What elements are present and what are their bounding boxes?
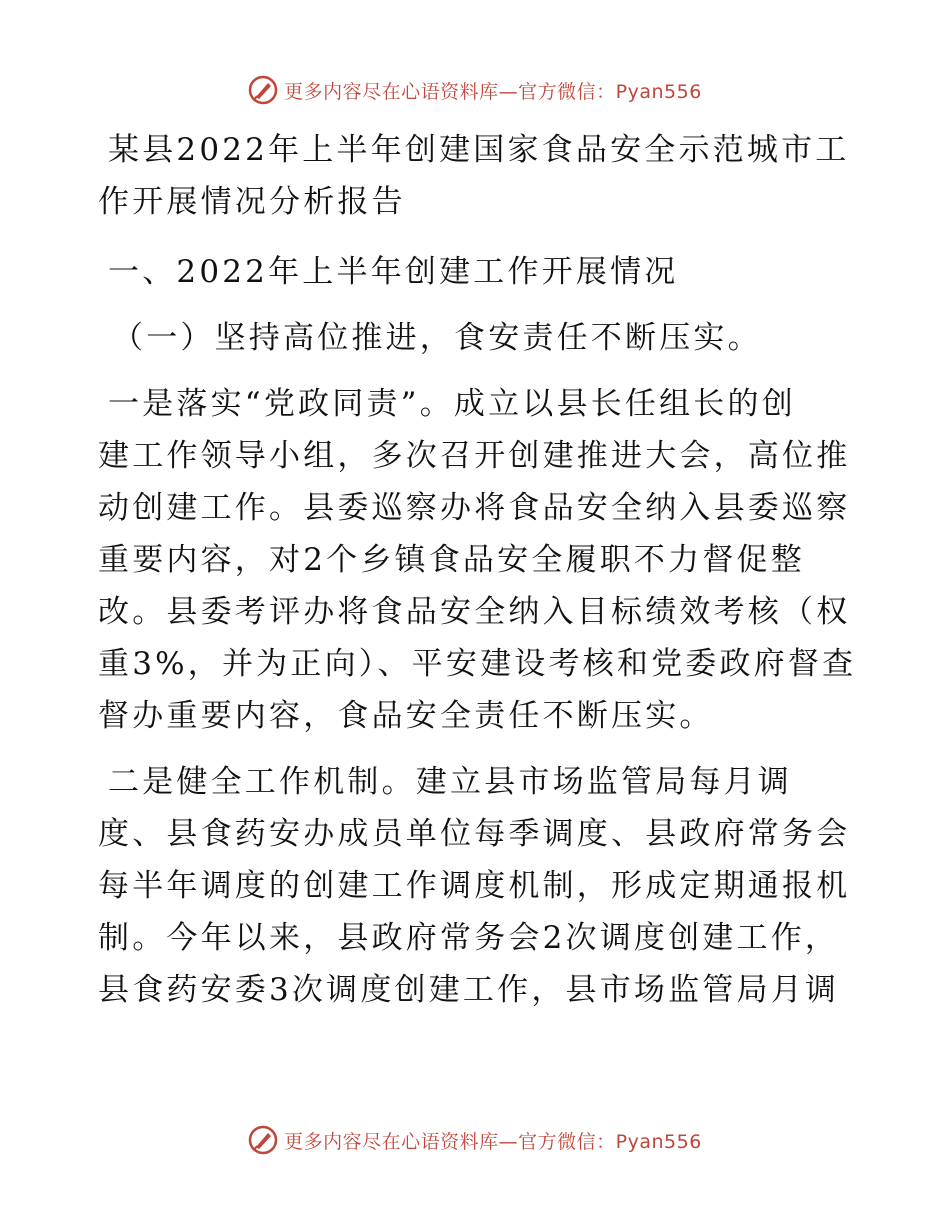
document-title-line-1: 某县2022年上半年创建国家食品安全示范城市工 xyxy=(108,132,850,168)
paragraph-line: 重3%，并为正向）、平安建设考核和党委政府督查 xyxy=(98,646,857,682)
document-body xyxy=(98,124,858,1016)
header-watermark xyxy=(0,70,950,110)
paragraph-1 xyxy=(98,378,858,742)
paragraph-line: 督办重要内容，食品安全责任不断压实。 xyxy=(98,698,714,734)
paragraph-line: 度、县食药安办成员单位每季调度、县政府常务会 xyxy=(98,816,851,852)
paragraph-line: 改。县委考评办将食品安全纳入目标绩效考核（权 xyxy=(98,594,851,630)
paragraph-line: 二是健全工作机制。建立县市场监管局每月调 xyxy=(108,764,792,800)
footer-watermark xyxy=(0,1120,950,1160)
document-title-line-2: 作开展情况分析报告 xyxy=(98,184,406,220)
paragraph-line: 动创建工作。县委巡察办将食品安全纳入县委巡察 xyxy=(98,490,851,526)
quill-logo-icon xyxy=(248,75,278,105)
section-heading: 一、2022年上半年创建工作开展情况 xyxy=(108,254,679,290)
paragraph-line: 每半年调度的创建工作调度机制，形成定期通报机 xyxy=(98,868,851,904)
watermark-text: 更多内容尽在心语资料库—官方微信：Pyan556 xyxy=(284,1130,702,1153)
paragraph-line: 县食药安委3次调度创建工作，县市场监管局月调 xyxy=(98,972,840,1008)
subsection-heading: （一）坚持高位推进，食安责任不断压实。 xyxy=(112,320,762,356)
paragraph-line: 一是落实“党政同责”。成立以县长任组长的创 xyxy=(108,386,796,422)
paragraph-line: 重要内容，对2个乡镇食品安全履职不力督促整 xyxy=(98,542,805,578)
watermark-text: 更多内容尽在心语资料库—官方微信：Pyan556 xyxy=(284,80,702,103)
paragraph-line: 建工作领导小组，多次召开创建推进大会，高位推 xyxy=(98,438,851,474)
quill-logo-icon xyxy=(248,1125,278,1155)
paragraph-line: 制。今年以来，县政府常务会2次调度创建工作， xyxy=(98,920,840,956)
paragraph-2 xyxy=(98,756,858,1016)
